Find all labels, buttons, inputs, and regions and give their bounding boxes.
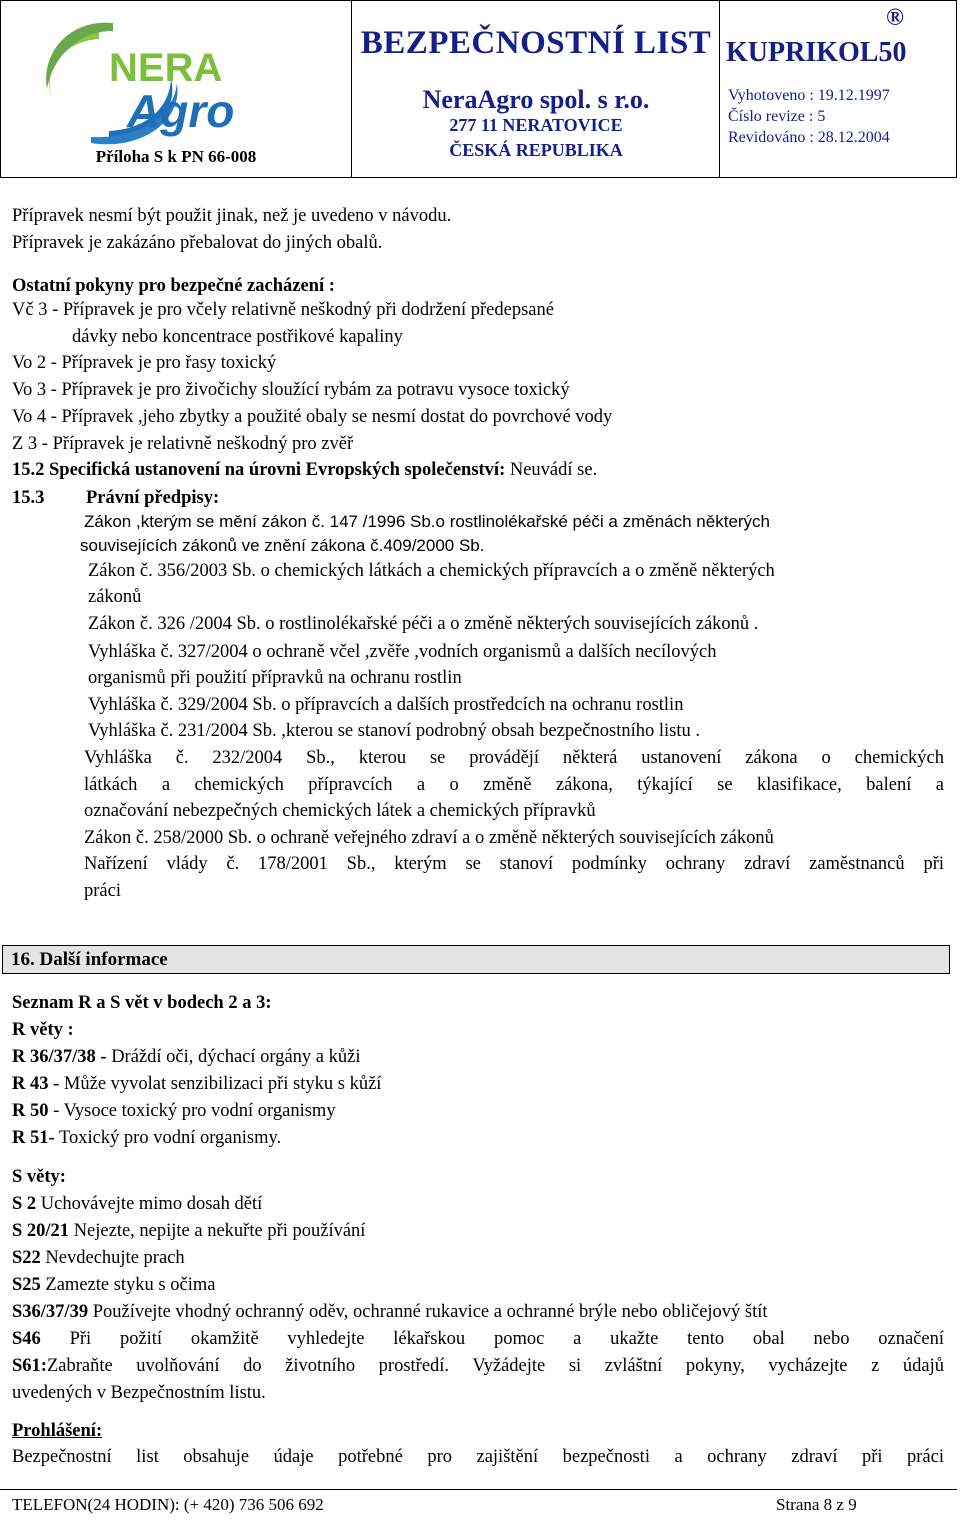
declaration-heading: Prohlášení: [12,1421,103,1441]
text-line: Vo 3 - Přípravek je pro živočichy sloužící rybám za potravu vysoce toxický [12,380,570,400]
section-15-2-title: 15.2 Specifická ustanovení na úrovni Evropských společenství: [12,460,506,480]
phrase-text: Při požití okamžitě vyhledejte lékařskou pomoc a ukažte tento obal nebo označení [40,1329,944,1349]
section-16-title: 16. Další informace [11,949,168,970]
phrase-code: R 51- [12,1128,55,1148]
law-item: Vyhláška č. 232/2004 Sb., kterou se provádějí některá ustanovení zákona o chemických [84,748,944,768]
declaration-text: Bezpečnostní list obsahuje údaje potřebné pro zajištění bezpečnosti a ochrany zdraví při práci [12,1447,944,1467]
phrase-text: Nejezte, nepijte a nekuřte při používání [69,1221,366,1241]
document-header [0,0,957,178]
phrase-code: S 2 [12,1194,37,1214]
text-line: Vo 4 - Přípravek ,jeho zbytky a použité obaly se nesmí dostat do povrchové vody [12,407,613,427]
phrase-code: S36/37/39 [12,1302,89,1322]
phrase-text: Zamezte styku s očima [40,1275,216,1295]
emergency-phone: TELEFON(24 HODIN): (+ 420) 736 506 692 [12,1495,324,1514]
annex-label: Příloha S k PN 66-008 [95,147,257,166]
logo-nera-text: NERA [109,46,223,90]
header-divider [719,1,720,177]
logo-agro-text: Agro [127,85,235,137]
phrase-code: S46 [12,1329,41,1349]
r-phrase [12,1100,336,1122]
phrase-code: S 20/21 [12,1221,70,1241]
section-15-2 [12,459,597,481]
r-phrase [12,1127,281,1149]
s-phrase [12,1301,768,1323]
company-name: NeraAgro spol. s r.o. [422,85,650,114]
law-item: Vyhláška č. 231/2004 Sb. ,kterou se stanoví podrobný obsah bezpečnostního listu . [88,721,700,741]
law-item: Vyhláška č. 327/2004 o ochraně včel ,zvěře ,vodních organismů a dalších necílových [88,642,717,662]
nera-agro-logo [1,1,351,146]
company-address: 277 11 NERATOVICE [449,115,623,135]
created-date: Vyhotoveno : 19.12.1997 [728,87,890,104]
text-line: Přípravek nesmí být použit jinak, než je uvedeno v návodu. [12,206,452,226]
footer-divider [0,1489,957,1490]
law-item: organismů při použití přípravků na ochranu rostlin [88,668,462,688]
s-phrase-continuation: uvedených v Bezpečnostním listu. [12,1383,266,1403]
phrase-text: Toxický pro vodní organismy. [54,1128,282,1148]
phrase-code: R 36/37/38 - [12,1047,107,1067]
s-phrase [12,1193,262,1215]
section-15-3-number: 15.3 [12,488,45,508]
phrase-code: R 50 [12,1101,49,1121]
law-item: práci [84,881,121,901]
section-16-header [2,945,950,974]
law-item: Zákon č. 258/2000 Sb. o ochraně veřejného zdraví a o změně některých souvisejících zákonů [84,828,774,848]
law-item: zákonů [88,587,142,607]
phrase-code: S22 [12,1248,41,1268]
phrase-code: R 43 - [12,1074,60,1094]
s-phrase [12,1247,185,1269]
list-heading: Seznam R a S vět v bodech 2 a 3: [12,993,272,1013]
law-item: Zákon č. 356/2003 Sb. o chemických látkách a chemických přípravcích a o změně některých [88,561,775,581]
phrase-text: Může vyvolat senzibilizaci při styku s kůží [59,1074,382,1094]
phrase-text: Uchovávejte mimo dosah dětí [36,1194,263,1214]
law-item: Nařízení vlády č. 178/2001 Sb., kterým se stanoví podmínky ochrany zdraví zaměstnanců při [84,854,944,874]
product-name: KUPRIKOL50 [726,37,907,68]
section-15-3-title: Právní předpisy: [86,488,220,508]
law-item: souvisejících zákonů ve znění zákona č.409/2000 Sb. [80,536,485,555]
text-line: Z 3 - Přípravek je relativně neškodný pro zvěř [12,434,354,454]
s-phrases-heading: S věty: [12,1167,66,1187]
registered-mark: ® [886,5,904,31]
company-country: ČESKÁ REPUBLIKA [449,140,623,160]
law-item: látkách a chemických přípravcích a o změně zákona, týkající se klasifikace, balení a [84,775,944,795]
phrase-text: - Vysoce toxický pro vodní organismy [48,1101,336,1121]
header-divider [351,1,352,177]
phrase-code: S25 [12,1275,41,1295]
law-item: Zákon č. 326 /2004 Sb. o rostlinolékařské péči a o změně některých souvisejících zákonů . [88,614,759,634]
revised-date: Revidováno : 28.12.2004 [728,129,890,146]
text-line: Vo 2 - Přípravek je pro řasy toxický [12,353,277,373]
phrase-text: Zabraňte uvolňování do životního prostředí. Vyžádejte si zvláštní pokyny, vycházejte z údajů [46,1356,944,1376]
law-item: Vyhláška č. 329/2004 Sb. o přípravcích a dalších prostředcích na ochranu rostlin [88,695,684,715]
text-line: dávky nebo koncentrace postřikové kapaliny [72,327,403,347]
s-phrase [12,1328,944,1350]
s-phrase [12,1274,215,1296]
revision-number: Číslo revize : 5 [728,108,826,125]
section-subheading: Ostatní pokyny pro bezpečné zacházení : [12,276,335,296]
r-phrase [12,1073,381,1095]
s-phrase [12,1355,944,1377]
phrase-code: S61: [12,1356,47,1376]
s-phrase [12,1220,365,1242]
r-phrases-heading: R věty : [12,1020,74,1040]
r-phrase [12,1046,361,1068]
phrase-text: Dráždí oči, dýchací orgány a kůži [106,1047,361,1067]
text-line: Vč 3 - Přípravek je pro včely relativně neškodný při dodržení předepsané [12,300,554,320]
text-line: Přípravek je zakázáno přebalovat do jiných obalů. [12,233,383,253]
law-item: označování nebezpečných chemických látek a chemických přípravků [84,801,596,821]
page-number: Strana 8 z 9 [776,1495,857,1514]
phrase-text: Používejte vhodný ochranný oděv, ochranné rukavice a ochranné brýle nebo obličejový štít [88,1302,768,1322]
section-15-2-value: Neuvádí se. [505,460,598,480]
phrase-text: Nevdechujte prach [40,1248,185,1268]
document-title: BEZPEČNOSTNÍ LIST [360,25,712,61]
law-item: Zákon ,kterým se mění zákon č. 147 /1996 Sb.o rostlinolékařské péči a změnách některých [84,512,771,531]
